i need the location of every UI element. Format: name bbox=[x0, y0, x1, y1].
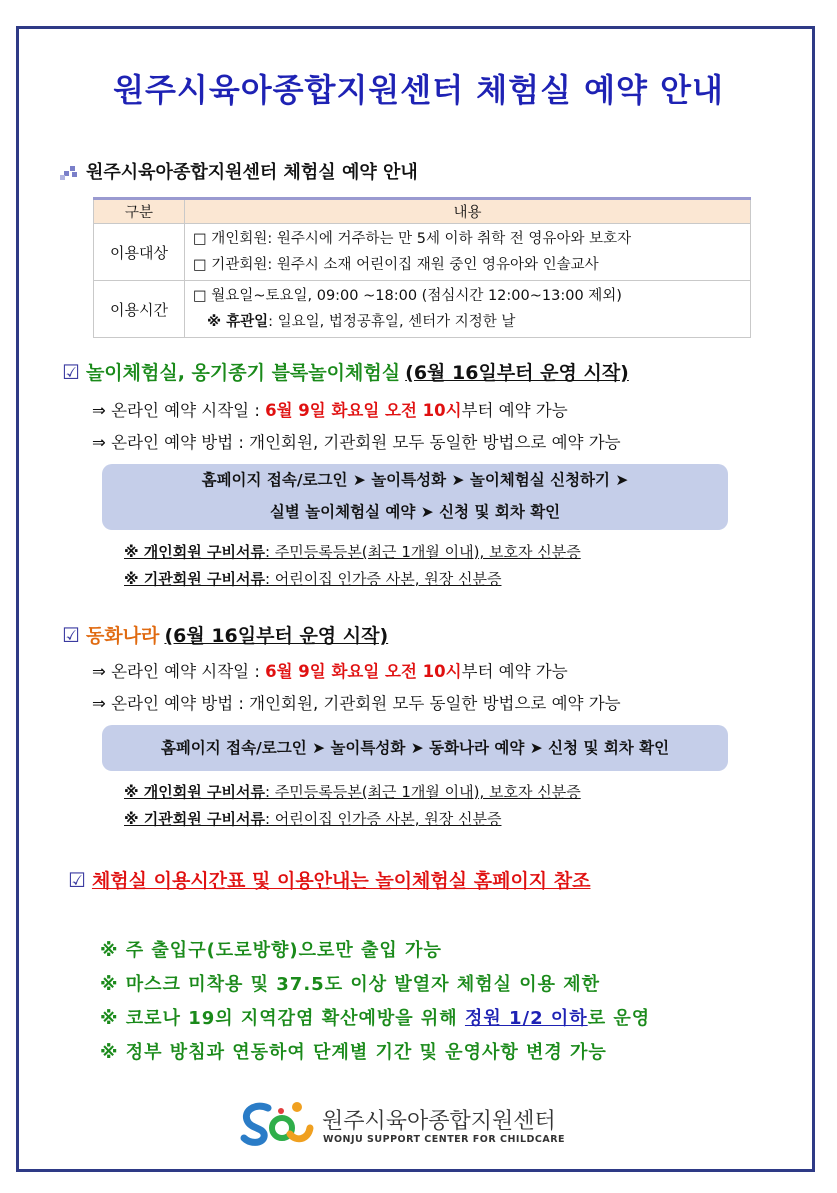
section1-doc2 bbox=[124, 568, 501, 589]
doc-label: ※ 기관회원 구비서류 bbox=[124, 570, 265, 588]
flow-line: 홈페이지 접속/로그인 ➤ 놀이특성화 ➤ 놀이체험실 신청하기 ➤ bbox=[201, 471, 629, 489]
section2-start-line bbox=[92, 658, 568, 682]
section2-method-line: ⇒ 온라인 예약 방법 : 개인회원, 기관회원 모두 동일한 방법으로 예약 가능 bbox=[92, 694, 621, 713]
checkbox-check-icon: ☑ bbox=[68, 868, 86, 892]
row-content bbox=[185, 281, 751, 338]
flow-line: 홈페이지 접속/로그인 ➤ 놀이특성화 ➤ 동화나라 예약 ➤ 신청 및 회차 확인 bbox=[160, 739, 670, 757]
section1-title: 놀이체험실, 옹기종기 블록놀이체험실 bbox=[85, 362, 401, 384]
row-label: 이용대상 bbox=[94, 224, 185, 281]
start-prefix: ⇒ 온라인 예약 시작일 : bbox=[92, 401, 266, 420]
info-table bbox=[93, 197, 751, 338]
section2-heading bbox=[62, 621, 388, 648]
section1-heading bbox=[62, 358, 629, 385]
doc-label: ※ 개인회원 구비서류 bbox=[124, 543, 265, 561]
logo-name: 원주시육아종합지원센터 bbox=[322, 1109, 556, 1134]
reference-line bbox=[68, 866, 590, 893]
section2-doc2 bbox=[124, 808, 501, 829]
section-heading-text: 원주시육아종합지원센터 체험실 예약 안내 bbox=[86, 162, 418, 183]
section2-flow-box bbox=[102, 725, 728, 771]
holiday-line bbox=[193, 309, 742, 335]
section1-method-line: ⇒ 온라인 예약 방법 : 개인회원, 기관회원 모두 동일한 방법으로 예약 가능 bbox=[92, 433, 621, 452]
section1-start-line bbox=[92, 397, 568, 421]
row-content bbox=[185, 224, 751, 281]
section-heading bbox=[60, 158, 418, 184]
note-mask: ※ 마스크 미착용 및 37.5도 이상 발열자 체험실 이용 제한 bbox=[100, 974, 601, 995]
holiday-text: : 일요일, 법정공휴일, 센터가 지정한 날 bbox=[268, 314, 516, 330]
note-suffix: 로 운영 bbox=[587, 1008, 651, 1029]
page-title: 원주시육아종합지원센터 체험실 예약 안내 bbox=[113, 71, 724, 109]
table-header-category: 구분 bbox=[94, 199, 185, 224]
note-capacity bbox=[100, 1004, 650, 1030]
section1-doc1 bbox=[124, 541, 581, 562]
doc-text: : 어린이집 인가증 사본, 원장 신분증 bbox=[264, 810, 502, 828]
note-prefix: ※ 코로나 19의 지역감염 확산예방을 위해 bbox=[100, 1008, 465, 1029]
doc-label: ※ 개인회원 구비서류 bbox=[124, 783, 265, 801]
start-date: 6월 9일 화요일 오전 10시 bbox=[265, 662, 462, 681]
doc-text: : 주민등록등본(최근 1개월 이내), 보호자 신분증 bbox=[264, 783, 581, 801]
bullet-dots-icon bbox=[60, 166, 78, 180]
doc-text: : 어린이집 인가증 사본, 원장 신분증 bbox=[264, 570, 502, 588]
section2-title: 동화나라 bbox=[85, 625, 160, 647]
doc-text: : 주민등록등본(최근 1개월 이내), 보호자 신분증 bbox=[264, 543, 581, 561]
section2-doc1 bbox=[124, 781, 581, 802]
section1-flow-box bbox=[102, 464, 728, 530]
flow-line: 실별 놀이체험실 예약 ➤ 신청 및 회차 확인 bbox=[269, 503, 561, 521]
table-row bbox=[94, 281, 751, 338]
row-line: □ 기관회원: 원주시 소재 어린이집 재원 중인 영유아와 인솔교사 bbox=[193, 257, 599, 273]
checkbox-check-icon: ☑ bbox=[62, 360, 80, 384]
table-header-content: 내용 bbox=[185, 199, 751, 224]
start-suffix: 부터 예약 가능 bbox=[461, 401, 568, 420]
reference-text: 체험실 이용시간표 및 이용안내는 놀이체험실 홈페이지 참조 bbox=[91, 870, 591, 892]
note-highlight: 정원 1/2 이하 bbox=[464, 1008, 588, 1029]
center-logo-icon bbox=[238, 1098, 318, 1148]
start-suffix: 부터 예약 가능 bbox=[461, 662, 568, 681]
holiday-label: ※ 휴관일 bbox=[207, 314, 269, 330]
row-label: 이용시간 bbox=[94, 281, 185, 338]
start-prefix: ⇒ 온라인 예약 시작일 : bbox=[92, 662, 266, 681]
row-line: □ 개인회원: 원주시에 거주하는 만 5세 이하 취학 전 영유아와 보호자 bbox=[193, 231, 632, 247]
checkbox-check-icon: ☑ bbox=[62, 623, 80, 647]
start-date: 6월 9일 화요일 오전 10시 bbox=[265, 401, 462, 420]
section1-period: (6월 16일부터 운영 시작) bbox=[405, 362, 629, 384]
table-row bbox=[94, 224, 751, 281]
note-entrance: ※ 주 출입구(도로방향)으로만 출입 가능 bbox=[100, 940, 442, 961]
doc-label: ※ 기관회원 구비서류 bbox=[124, 810, 265, 828]
logo-subtitle: WONJU SUPPORT CENTER FOR CHILDCARE bbox=[323, 1134, 566, 1145]
note-government: ※ 정부 방침과 연동하여 단계별 기간 및 운영사항 변경 가능 bbox=[100, 1042, 607, 1063]
row-line: □ 월요일~토요일, 09:00 ~18:00 (점심시간 12:00~13:00 제외) bbox=[193, 288, 622, 304]
section2-period: (6월 16일부터 운영 시작) bbox=[164, 625, 389, 647]
